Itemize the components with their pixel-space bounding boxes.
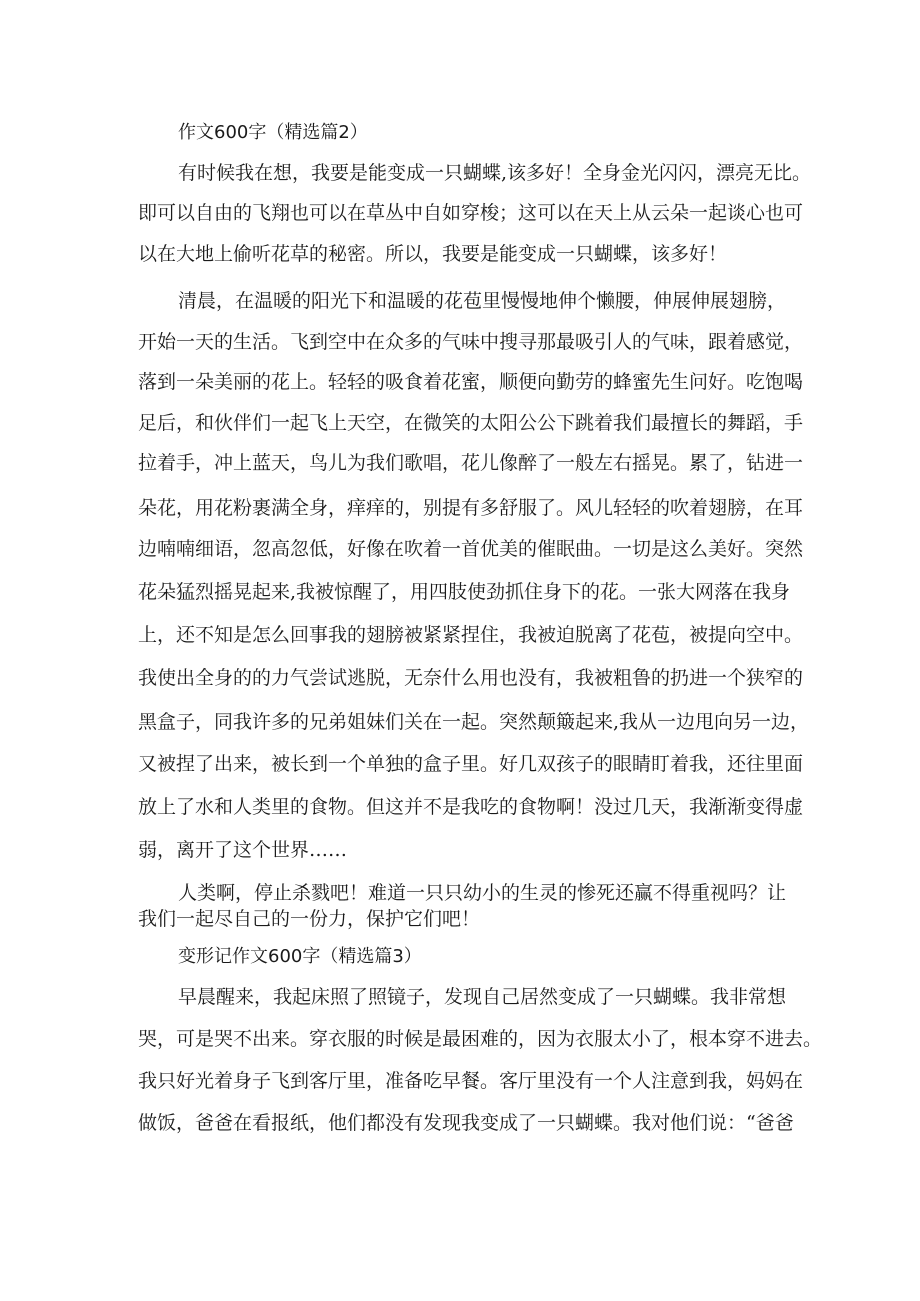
text-line: 花朵猛烈摇晃起来,我被惊醒了，用四肢使劲抓住身下的花。一张大网落在我身 [138,581,791,603]
text-line: 上，还不知是怎么回事我的翅膀被紧紧捏住，我被迫脱离了花苞，被提向空中。 [138,624,804,646]
text-line: 做饭，爸爸在看报纸，他们都没有发现我变成了一只蝴蝶。我对他们说：“爸爸 [138,1112,794,1134]
text-line: 有时候我在想，我要是能变成一只蝴蝶,该多好！全身金光闪闪，漂亮无比。 [178,162,812,184]
text-line: 我们一起尽自己的一份力，保护它们吧！ [138,908,481,930]
text-line: 放上了水和人类里的食物。但这并不是我吃的食物啊！没过几天，我渐渐变得虚 [138,796,804,818]
text-line: 弱，离开了这个世界…… [138,839,348,861]
text-line: 我只好光着身子飞到客厅里，准备吃早餐。客厅里没有一个人注意到我，妈妈在 [138,1070,804,1092]
text-line: 又被捏了出来，被长到一个单独的盒子里。好几双孩子的眼睛盯着我，还往里面 [138,753,804,775]
text-line: 人类啊，停止杀戮吧！难道一只只幼小的生灵的惨死还赢不得重视吗？让 [178,882,787,904]
section-heading-2: 作文600字（精选篇2） [178,122,368,143]
text-line: 拉着手，冲上蓝天，鸟儿为我们歌唱，花儿像醉了一般左右摇晃。累了，钻进一 [138,452,804,474]
text-line: 黑盒子，同我许多的兄弟姐妹们关在一起。突然颠簸起来,我从一边甩向另一边， [138,711,810,733]
text-line: 即可以自由的飞翔也可以在草丛中自如穿梭；这可以在天上从云朵一起谈心也可 [138,202,804,224]
text-line: 落到一朵美丽的花上。轻轻的吸食着花蜜，顺便向勤劳的蜂蜜先生问好。吃饱喝 [138,371,804,393]
text-line: 开始一天的生活。飞到空中在众多的气味中搜寻那最吸引人的气味，跟着感觉， [138,331,804,353]
text-line: 朵花，用花粉裹满全身，痒痒的，别提有多舒服了。风儿轻轻的吹着翅膀，在耳 [138,497,804,519]
text-line: 清晨，在温暖的阳光下和温暖的花苞里慢慢地伸个懒腰，伸展伸展翅膀， [178,290,787,312]
text-line: 足后，和伙伴们一起飞上天空，在微笑的太阳公公下跳着我们最擅长的舞蹈，手 [138,412,804,434]
text-line: 早晨醒来，我起床照了照镜子，发现自己居然变成了一只蝴蝶。我非常想 [178,986,787,1008]
text-line: 我使出全身的的力气尝试逃脱，无奈什么用也没有，我被粗鲁的扔进一个狭窄的 [138,667,804,689]
text-line: 哭，可是哭不出来。穿衣服的时候是最困难的，因为衣服太小了，根本穿不进去。 [138,1028,823,1050]
text-line: 以在大地上偷听花草的秘密。所以，我要是能变成一只蝴蝶，该多好！ [138,243,728,265]
text-line: 边喃喃细语，忽高忽低，好像在吹着一首优美的催眠曲。一切是这么美好。突然 [138,538,804,560]
section-heading-3: 变形记作文600字（精选篇3） [178,946,422,967]
